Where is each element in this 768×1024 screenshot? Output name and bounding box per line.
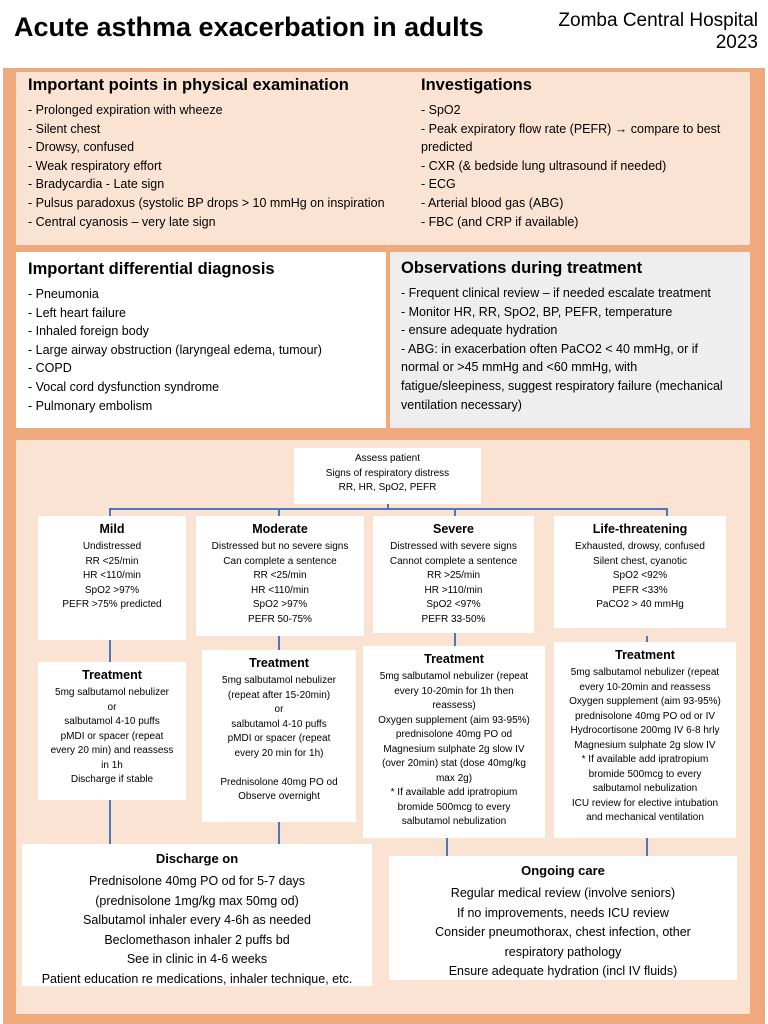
connector-line [446,838,448,856]
treatment-mild-box-line: 5mg salbutamol nebulizer [55,687,169,698]
severity-life-threatening-box-line: PEFR <33% [612,584,668,596]
observation-item: - ABG: in exacerbation often PaCO2 < 40 mmHg, or if [401,341,699,356]
severity-moderate-box-line: SpO2 >97% [252,599,308,610]
differential-item: - Vocal cord dysfunction syndrome [28,379,220,394]
treatment-life-threatening-box-line: ICU review for elective intubation [571,797,719,809]
treatment-severe-box-line: * If available add ipratropium [390,787,518,798]
severity-moderate-box-line: HR <110/min [251,584,309,596]
physical-exam-item: - Bradycardia - Late sign [28,177,165,192]
severity-mild-box-line: Undistressed [82,541,142,552]
severity-mild-box-line: RR <25/min [85,555,139,567]
page-header [0,0,768,68]
observation-item: normal or >45 mmHg and <60 mmHg, with [401,360,638,375]
connector-line [278,636,280,650]
ongoing-care-box-line: Ensure adequate hydration (incl IV fluids) [448,964,678,978]
treatment-life-threatening-box-line: * If available add ipratropium [581,754,709,765]
hospital-name-block [558,10,758,54]
observations-panel [390,252,750,428]
investigation-item: - CXR (& bedside lung ultrasound if needed) [421,158,667,173]
assess-patient-box-line: Signs of respiratory distress [325,467,450,479]
connector-line [109,508,111,516]
ongoing-care-box [389,856,737,980]
treatment-life-threatening-box-line: prednisolone 40mg PO od or IV [574,710,716,722]
differential-title: Important differential diagnosis [28,260,275,278]
physical-exam-item: - Weak respiratory effort [28,158,162,173]
differential-item: - Pulmonary embolism [28,398,153,413]
connector-line [109,800,111,844]
physical-exam-item: - Prolonged expiration with wheeze [28,103,223,117]
severity-severe-box-title: Severe [432,522,474,536]
document-year: 2023 [715,32,758,53]
treatment-severe-box-line: Oxygen supplement (aim 93-95%) [378,714,530,726]
treatment-mild-box [38,662,186,800]
severity-severe-box-line: HR >110/min [424,584,483,596]
severity-life-threatening-box [554,516,726,628]
discharge-box-line: Salbutamol inhaler every 4-6h as needed [83,913,311,927]
differential-list [28,285,374,415]
treatment-life-threatening-box-line: every 10-20min and reassess [579,681,711,693]
severity-life-threatening-box-title: Life-threatening [592,522,688,536]
treatment-severe-box-line: salbutamol nebulization [401,816,507,827]
treatment-moderate-box-line: (repeat after 15-20min) [227,689,331,701]
treatment-life-threatening-box-line: Oxygen supplement (aim 93-95%) [569,696,721,707]
severity-mild-box-title: Mild [99,522,125,536]
discharge-box-line: Patient education re medications, inhaler technique, etc. [41,971,353,986]
treatment-mild-box-line: or [107,701,117,713]
connector-line [278,508,280,516]
severity-moderate-box-line: Distressed but no severe signs [211,541,349,552]
treatment-severe-box-line: (over 20min) stat (dose 40mg/kg [382,758,526,769]
treatment-severe-box [363,646,545,838]
severity-moderate-box-line: PEFR 50-75% [248,613,312,625]
treatment-mild-box-title: Treatment [82,668,142,682]
severity-severe-box-line: SpO2 <97% [426,599,481,610]
severity-moderate-box-line: Can complete a sentence [223,555,337,567]
discharge-box [22,844,372,986]
treatment-life-threatening-box-line: 5mg salbutamol nebulizer (repeat [570,667,720,678]
severity-life-threatening-box-line: Exhausted, drowsy, confused [575,541,705,552]
ongoing-care-box-line: Consider pneumothorax, chest infection, other [435,925,691,939]
severity-life-threatening-box-line: PaCO2 > 40 mmHg [596,599,684,610]
assess-patient-box [294,448,481,504]
differential-panel [16,252,386,428]
differential-item: - Large airway obstruction (laryngeal edema, tumour) [28,342,322,357]
treatment-moderate-box-line [205,761,353,776]
severity-mild-box-line: SpO2 >97% [84,584,140,596]
investigation-item: - SpO2 [421,103,461,117]
discharge-box-line: See in clinic in 4-6 weeks [126,952,268,966]
physical-exam-list [28,101,408,231]
investigation-item: - Peak expiratory flow rate (PEFR) → compare to best [421,121,721,136]
treatment-moderate-box-line: pMDI or spacer (repeat [227,733,331,744]
differential-item: - Left heart failure [28,305,126,320]
ongoing-care-box-line: respiratory pathology [504,944,622,959]
discharge-box-title: Discharge on [155,851,239,866]
physical-exam-item: - Pulsus paradoxus (systolic BP drops > 10 mmHg on inspiration [28,195,385,210]
observations-title: Observations during treatment [401,259,643,277]
treatment-mild-box-line: salbutamol 4-10 puffs [64,716,160,727]
treatment-flowchart [16,440,750,1014]
discharge-box-line: Beclomethason inhaler 2 puffs bd [104,932,290,947]
ongoing-care-box-title: Ongoing care [521,863,605,878]
severity-severe-box-line: Cannot complete a sentence [389,555,518,567]
treatment-life-threatening-box-line: salbutamol nebulization [592,783,698,794]
investigation-item: - Arterial blood gas (ABG) [421,195,564,210]
treatment-life-threatening-box-line: and mechanical ventilation [586,812,704,823]
treatment-life-threatening-box-title: Treatment [615,648,675,662]
physical-exam-item: - Drowsy, confused [28,140,135,155]
observation-item: - Frequent clinical review – if needed escalate treatment [401,286,711,300]
differential-item: - Inhaled foreign body [28,324,149,339]
treatment-severe-box-line: 5mg salbutamol nebulizer (repeat [379,671,529,682]
treatment-severe-box-line: prednisolone 40mg PO od [395,729,513,740]
observation-item: - ensure adequate hydration [401,323,558,338]
discharge-box-line: (prednisolone 1mg/kg max 50mg od) [95,893,299,908]
connector-line [278,822,280,844]
severity-mild-box-line: PEFR >75% predicted [62,599,162,610]
severity-severe-box-line: Distressed with severe signs [390,541,517,552]
investigations-section [421,76,746,231]
treatment-moderate-box-line: 5mg salbutamol nebulizer [222,675,336,686]
treatment-mild-box-line: Discharge if stable [70,774,154,785]
severity-severe-box [373,516,534,633]
treatment-life-threatening-box-line: bromide 500mcg to every [588,768,702,780]
severity-life-threatening-box-line: SpO2 <92% [612,570,668,581]
treatment-moderate-box-line: or [274,704,284,715]
severity-mild-box-line: HR <110/min [83,570,141,581]
treatment-life-threatening-box [554,642,736,838]
treatment-moderate-box-line: salbutamol 4-10 puffs [231,718,327,730]
severity-life-threatening-box-line: Silent chest, cyanotic [593,555,687,567]
hospital-name: Zomba Central Hospital [558,10,758,31]
severity-moderate-box [196,516,364,636]
physical-exam-title: Important points in physical examination [28,76,349,94]
treatment-moderate-box [202,650,356,822]
connector-line [646,838,648,856]
treatment-life-threatening-box-line: Hydrocortisone 200mg IV 6-8 hrly [570,725,720,736]
investigations-list [421,101,746,231]
differential-item: - COPD [28,361,72,376]
observation-item: - Monitor HR, RR, SpO2, BP, PEFR, temperature [401,304,673,319]
observation-item: fatigue/sleepiness, suggest respiratory failure (mechanical [401,378,723,393]
treatment-moderate-box-line: Prednisolone 40mg PO od [220,776,338,788]
treatment-mild-box-line: pMDI or spacer (repeat [60,730,164,742]
physical-exam-section [28,76,408,231]
observation-item: ventilation necessary) [401,397,522,412]
page-title: Acute asthma exacerbation in adults [14,12,484,42]
ongoing-care-box-line: Regular medical review (involve seniors) [450,886,676,900]
assess-patient-box-line: Assess patient [354,453,421,464]
physical-exam-item: - Central cyanosis – very late sign [28,214,216,229]
treatment-moderate-box-line: Observe overnight [238,791,320,802]
severity-moderate-box-line: RR <25/min [253,570,307,581]
severity-mild-box [38,516,186,640]
severity-severe-box-line: PEFR 33-50% [421,613,486,625]
investigation-item: - ECG [421,177,456,192]
assess-patient-box-line: RR, HR, SpO2, PEFR [338,482,437,493]
treatment-mild-box-line: every 20 min) and reassess [50,745,174,756]
treatment-mild-box-line: in 1h [101,759,123,771]
treatment-severe-box-line: every 10-20min for 1h then [394,685,514,697]
treatment-severe-box-line: max 2g) [435,772,473,784]
severity-severe-box-line: RR >25/min [426,570,481,581]
treatment-severe-box-line: Magnesium sulphate 2g slow IV [383,743,525,755]
connector-line [454,508,456,516]
treatment-moderate-box-title: Treatment [249,656,309,670]
investigations-title: Investigations [421,76,532,94]
severity-moderate-box-title: Moderate [252,522,308,536]
treatment-severe-box-line: bromide 500mcg to every [397,801,511,813]
connector-line [454,632,456,646]
physical-exam-item: - Silent chest [28,121,101,136]
investigation-item: - FBC (and CRP if available) [421,214,579,229]
differential-item: - Pneumonia [28,287,99,301]
observations-list [401,284,739,414]
ongoing-care-box-line: If no improvements, needs ICU review [457,905,669,920]
treatment-severe-box-title: Treatment [424,652,484,666]
investigation-item: predicted [421,140,473,155]
treatment-moderate-box-line: every 20 min for 1h) [234,747,324,759]
discharge-box-line: Prednisolone 40mg PO od for 5-7 days [88,874,306,888]
treatment-severe-box-line: reassess) [432,700,476,711]
connector-line [666,508,668,516]
connector-line [109,508,666,510]
treatment-life-threatening-box-line: Magnesium sulphate 2g slow IV [574,739,716,751]
